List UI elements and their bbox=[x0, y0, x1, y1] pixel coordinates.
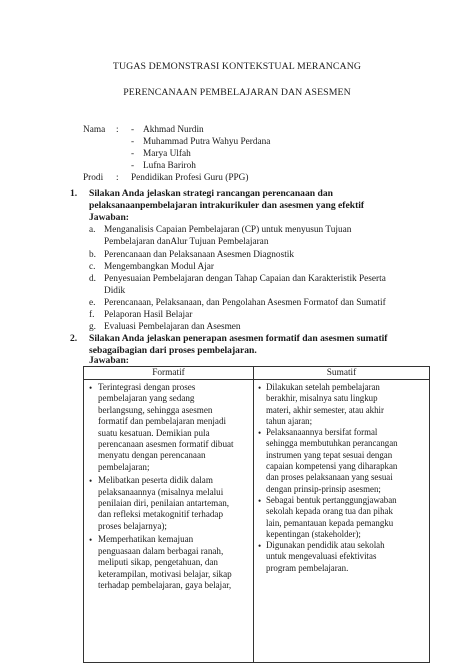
list-item: Mengembangkan Modul Ajar bbox=[104, 262, 214, 272]
name-3: Marya Ulfah bbox=[143, 149, 191, 159]
cell-text: penguasaan dalam berbagai ranah, bbox=[98, 545, 224, 556]
nama-label: Nama bbox=[83, 125, 106, 135]
cell-text: Melibatkan peserta didik dalam bbox=[98, 475, 213, 486]
bullet-icon: • bbox=[258, 428, 262, 439]
name-4: Lufna Bariroh bbox=[143, 161, 196, 171]
name-dash: - bbox=[131, 125, 135, 135]
cell-text: untuk mengevaluasi efektivitas bbox=[266, 551, 377, 562]
column-header-formatif: Formatif bbox=[84, 367, 254, 380]
name-dash: - bbox=[131, 161, 135, 171]
cell-text: dan proses pelaksanaan yang sesuai bbox=[266, 472, 393, 483]
column-header-sumatif: Sumatif bbox=[254, 367, 430, 380]
cell-text: sehingga membutuhkan perancangan bbox=[266, 438, 398, 449]
bullet-icon: • bbox=[89, 535, 93, 546]
question-text: Silakan Anda jelaskan strategi rancangan perencanaan dan bbox=[89, 188, 333, 199]
list-item: Pembelajaran danAlur Tujuan Pembelajaran bbox=[104, 237, 269, 247]
list-item bbox=[254, 540, 428, 574]
list-item: Didik bbox=[104, 286, 126, 296]
cell-text: tahun ajaran; bbox=[266, 415, 313, 426]
cell-text: pembelajaran; bbox=[98, 461, 150, 472]
cell-text: proses belajarnya); bbox=[98, 520, 167, 531]
cell-text: formatif dan pembelajaran menjadi bbox=[98, 416, 227, 427]
list-marker: c. bbox=[89, 262, 96, 272]
list-item: Perencanaan dan Pelaksanaan Asesmen Diagnostik bbox=[104, 250, 295, 260]
question-text: Silakan Anda jelaskan penerapan asesmen formatif dan asesmen sumatif bbox=[89, 333, 388, 344]
list-item bbox=[84, 475, 252, 532]
sumatif-cell bbox=[254, 380, 430, 663]
bullet-icon: • bbox=[258, 495, 262, 506]
cell-text: pembelajaran yang sedang bbox=[98, 393, 195, 404]
document-title-line2: PERENCANAAN PEMBELAJARAN DAN ASESMEN bbox=[123, 87, 351, 98]
prodi-colon: : bbox=[116, 173, 119, 183]
question-text: sebagaibagian dari proses pembelajaran. bbox=[89, 345, 257, 356]
cell-text: perencanaan asesmen formatif dibuat bbox=[98, 439, 234, 450]
cell-text: suatu kesatuan. Demikian pula bbox=[98, 427, 210, 438]
cell-text: keterampilan, motivasi belajar, sikap bbox=[98, 568, 232, 579]
cell-text: capaian kompetensi yang diharapkan bbox=[266, 461, 398, 472]
cell-text: sekolah kepada orang tua dan pihak bbox=[266, 506, 393, 517]
name-1: Akhmad Nurdin bbox=[143, 125, 204, 135]
question-number: 2. bbox=[70, 333, 78, 344]
list-marker: e. bbox=[89, 298, 96, 308]
formatif-sumatif-table bbox=[83, 366, 430, 663]
list-item: Penyesuaian Pembelajaran dengan Tahap Capaian dan Karakteristik Peserta bbox=[104, 274, 386, 284]
document-title-line1: TUGAS DEMONSTRASI KONTEKSTUAL MERANCANG bbox=[112, 61, 362, 72]
cell-text: Memperhatikan kemajuan bbox=[98, 534, 194, 545]
cell-text: dan refleksi metakognitif terhadap bbox=[98, 509, 223, 520]
cell-text: instrumen yang tepat sesuai dengan bbox=[266, 449, 393, 460]
bullet-icon: • bbox=[258, 541, 262, 552]
cell-text: kepentingan (stakeholder); bbox=[266, 528, 361, 539]
cell-text: Dilakukan setelah pembelajaran bbox=[266, 382, 380, 392]
list-item: Menganalisis Capaian Pembelajaran (CP) untuk menyusun Tujuan bbox=[104, 225, 352, 235]
list-marker: f. bbox=[89, 310, 95, 320]
bullet-icon: • bbox=[89, 383, 93, 393]
cell-text: Sebagai bentuk pertanggungjawaban bbox=[266, 494, 397, 505]
name-dash: - bbox=[131, 137, 135, 147]
answer-label: Jawaban: bbox=[89, 355, 129, 366]
prodi-label: Prodi bbox=[83, 173, 104, 183]
cell-text: Terintegrasi dengan proses bbox=[98, 382, 196, 392]
question-number: 1. bbox=[70, 188, 78, 199]
list-marker: b. bbox=[89, 250, 96, 260]
nama-colon: : bbox=[116, 125, 119, 135]
prodi-value: Pendidikan Profesi Guru (PPG) bbox=[131, 173, 249, 183]
list-marker: a. bbox=[89, 225, 96, 235]
cell-text: terhadap pembelajaran, gaya belajar, bbox=[98, 579, 232, 590]
cell-text: dengan prinsip-prinsip asesmen; bbox=[266, 483, 381, 494]
cell-text: pelaksanaannya (misalnya melalui bbox=[98, 486, 224, 497]
cell-text: penilaian diri, penilaian antarteman, bbox=[98, 498, 230, 509]
cell-text: meliputi sikap, pengetahuan, dan bbox=[98, 557, 218, 568]
name-dash: - bbox=[131, 149, 135, 159]
cell-text: Pelaksanaannya bersifat formal bbox=[266, 427, 378, 438]
bullet-icon: • bbox=[258, 383, 262, 393]
list-item: Evaluasi Pembelajaran dan Asesmen bbox=[104, 322, 241, 332]
bullet-icon: • bbox=[89, 476, 93, 487]
table-row bbox=[84, 380, 430, 663]
list-item bbox=[254, 382, 428, 427]
table-header-row bbox=[84, 367, 430, 380]
cell-text: Digunakan pendidik atau sekolah bbox=[266, 540, 385, 551]
cell-text: berakhir, misalnya satu lingkup bbox=[266, 393, 378, 404]
formatif-cell bbox=[84, 380, 254, 663]
name-2: Muhammad Putra Wahyu Perdana bbox=[143, 137, 271, 147]
list-item bbox=[254, 495, 428, 540]
cell-text: berlangsung, sehingga asesmen bbox=[98, 404, 213, 415]
list-item bbox=[254, 427, 428, 495]
list-item bbox=[84, 534, 252, 591]
cell-text: menyatu dengan perencanaan bbox=[98, 450, 206, 461]
cell-text: lain, pemantauan kepada pemangku bbox=[266, 517, 394, 528]
cell-text: materi, akhir semester, atau akhir bbox=[266, 404, 384, 415]
list-marker: d. bbox=[89, 274, 96, 284]
list-marker: g. bbox=[89, 322, 96, 332]
list-item bbox=[84, 382, 252, 473]
answer-label: Jawaban: bbox=[89, 212, 129, 223]
list-item: Pelaporan Hasil Belajar bbox=[104, 310, 193, 320]
cell-text: program pembelajaran. bbox=[266, 562, 349, 573]
list-item: Perencanaan, Pelaksanaan, dan Pengolahan Asesmen Formatof dan Sumatif bbox=[104, 298, 386, 308]
question-text: pelaksanaanpembelajaran intrakurikuler dan asesmen yang efektif bbox=[89, 200, 365, 211]
